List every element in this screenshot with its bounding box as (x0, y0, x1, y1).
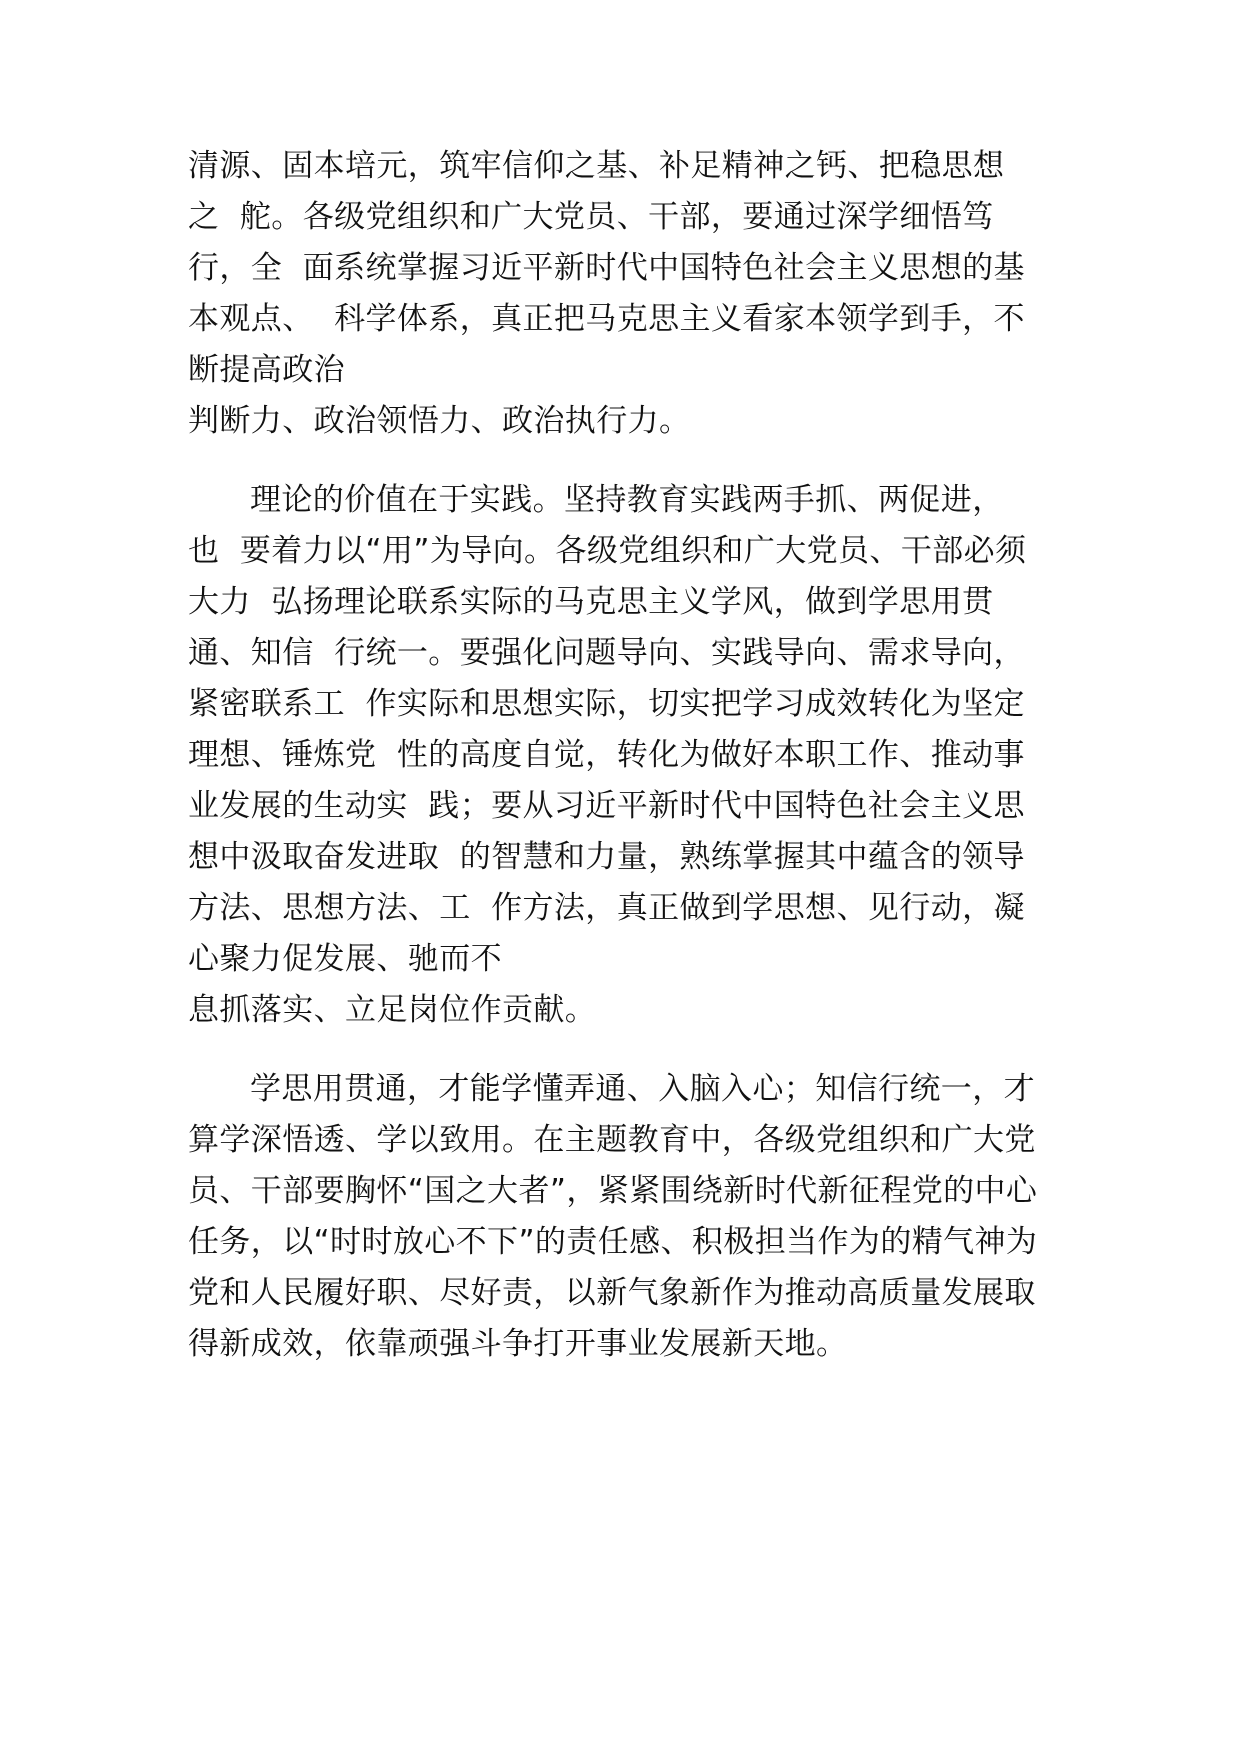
text-line: 清源、固本培元，筑牢信仰之基、补足精神之钙、把稳思想 (188, 148, 1005, 184)
text-line: 业发展的生动实 践；要从习近平新时代中国特色社会主义思 (188, 788, 1025, 824)
text-line: 之 舵。各级党组织和广大党员、干部，要通过深学细悟笃 (188, 199, 994, 235)
text-line: 判断力、政治领悟力、政治执行力。 (188, 403, 691, 439)
text-line: 学思用贯通，才能学懂弄通、入脑入心；知信行统一，才 (250, 1071, 1035, 1107)
text-line: 想中汲取奋发进取 的智慧和力量，熟练掌握其中蕴含的领导 (188, 839, 1025, 875)
text-line: 党和人民履好职、尽好责，以新气象新作为推动高质量发展取 (188, 1275, 1036, 1311)
text-line: 员、干部要胸怀“国之大者”，紧紧围绕新时代新征程党的中心 (188, 1173, 1038, 1209)
text-line: 任务，以“时时放心不下”的责任感、积极担当作为的精气神为 (188, 1224, 1038, 1260)
text-line: 心聚力促发展、驰而不 (188, 941, 502, 977)
text-line: 息抓落实、立足岗位作贡献。 (188, 992, 597, 1028)
text-line: 大力 弘扬理论联系实际的马克思主义学风，做到学思用贯 (188, 584, 994, 620)
text-line: 理想、锤炼党 性的高度自觉，转化为做好本职工作、推动事 (188, 737, 1025, 773)
text-line: 本观点、 科学体系，真正把马克思主义看家本领学到手，不 (188, 301, 1025, 337)
text-line: 理论的价值在于实践。坚持教育实践两手抓、两促进， (250, 482, 1004, 518)
text-line: 通、知信 行统一。要强化问题导向、实践导向、需求导向， (188, 635, 1025, 671)
text-line: 断提高政治 (188, 352, 345, 388)
text-line: 行，全 面系统掌握习近平新时代中国特色社会主义思想的基 (188, 250, 1025, 286)
text-line: 方法、思想方法、工 作方法，真正做到学思想、见行动，凝 (188, 890, 1025, 926)
text-line: 得新成效，依靠顽强斗争打开事业发展新天地。 (188, 1326, 848, 1362)
text-line: 紧密联系工 作实际和思想实际，切实把学习成效转化为坚定 (188, 686, 1025, 722)
text-line: 算学深悟透、学以致用。在主题教育中，各级党组织和广大党 (188, 1122, 1036, 1158)
text-line: 也 要着力以“用”为导向。各级党组织和广大党员、干部必须 (188, 533, 1027, 569)
